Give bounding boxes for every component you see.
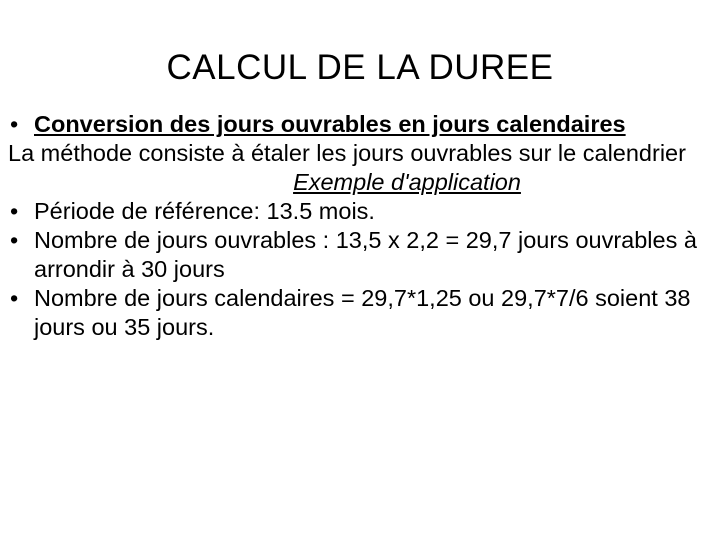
bullet-item bbox=[8, 226, 716, 284]
bullet-item bbox=[8, 284, 716, 342]
bullet-item bbox=[8, 197, 716, 226]
method-paragraph: La méthode consiste à étaler les jours ouvrables sur le calendrier bbox=[8, 140, 686, 166]
bullet-text: Nombre de jours ouvrables : 13,5 x 2,2 = 29,7 jours ouvrables à arrondir à 30 jours bbox=[34, 227, 697, 282]
bullet-dot: • bbox=[10, 227, 19, 253]
bullet-text: Période de référence: 13.5 mois. bbox=[34, 198, 375, 224]
bullet-dot: • bbox=[10, 111, 19, 137]
example-heading: Exemple d'application bbox=[293, 169, 521, 195]
bullet-text: Nombre de jours calendaires = 29,7*1,25 ou 29,7*7/6 soient 38 jours ou 35 jours. bbox=[34, 285, 691, 340]
bullet-heading bbox=[8, 110, 716, 139]
bullet-dot: • bbox=[10, 285, 19, 311]
heading-text: Conversion des jours ouvrables en jours calendaires bbox=[34, 111, 626, 137]
slide-body bbox=[8, 110, 716, 342]
bullet-dot: • bbox=[10, 198, 19, 224]
slide-title: CALCUL DE LA DUREE bbox=[166, 48, 554, 87]
